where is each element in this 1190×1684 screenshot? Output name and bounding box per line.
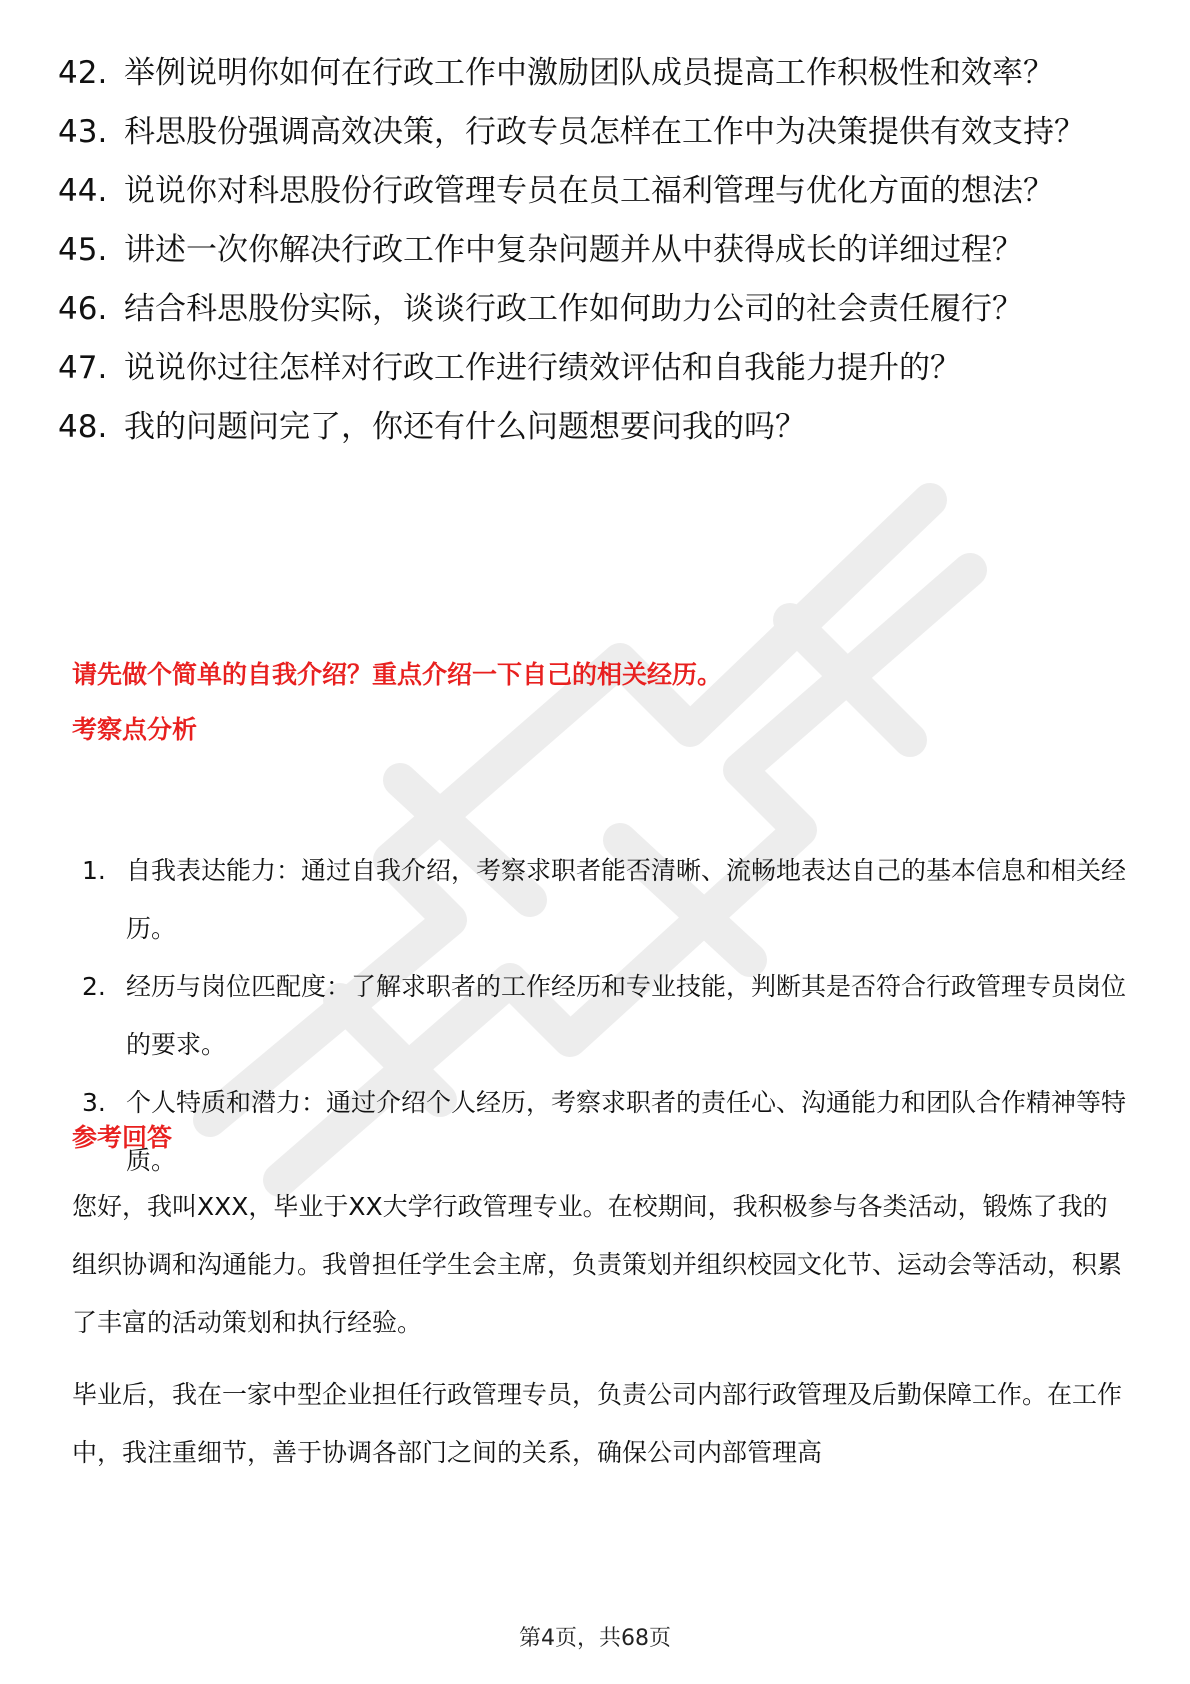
question-number: 45. — [58, 232, 108, 268]
question-text: 讲述一次你解决行政工作中复杂问题并从中获得成长的详细过程？ — [124, 232, 1023, 268]
analysis-point-number: 2. — [82, 972, 106, 1001]
analysis-point — [82, 1074, 1132, 1190]
analysis-point-text: 自我表达能力：通过自我介绍，考察求职者能否清晰、流畅地表达自己的基本信息和相关经历。 — [126, 856, 1127, 943]
page-footer: 第4页，共68页 — [519, 1626, 671, 1651]
question-item — [58, 288, 1118, 331]
question-item — [58, 347, 1118, 390]
question-number: 44. — [58, 173, 108, 209]
analysis-point — [82, 842, 1132, 958]
analysis-point-text: 个人特质和潜力：通过介绍个人经历，考察求职者的责任心、沟通能力和团队合作精神等特质。 — [126, 1088, 1127, 1175]
question-item — [58, 229, 1118, 272]
answer-heading: 参考回答 — [72, 1123, 173, 1152]
question-text: 说说你对科思股份行政管理专员在员工福利管理与优化方面的想法？ — [124, 173, 1054, 209]
question-text: 我的问题问完了，你还有什么问题想要问我的吗？ — [124, 409, 806, 445]
question-number: 48. — [58, 409, 108, 445]
analysis-point-number: 1. — [82, 856, 106, 885]
question-item — [58, 111, 1118, 154]
question-item — [58, 170, 1118, 213]
question-text: 举例说明你如何在行政工作中激励团队成员提高工作积极性和效率？ — [124, 55, 1054, 91]
analysis-point-text: 经历与岗位匹配度：了解求职者的工作经历和专业技能，判断其是否符合行政管理专员岗位的要求。 — [126, 972, 1127, 1059]
answer-paragraph: 毕业后，我在一家中型企业担任行政管理专员，负责公司内部行政管理及后勤保障工作。在工作中，我注重细节，善于协调各部门之间的关系，确保公司内部管理高 — [72, 1380, 1123, 1467]
answer-paragraph: 您好，我叫XXX，毕业于XX大学行政管理专业。在校期间，我积极参与各类活动，锻炼了我的组织协调和沟通能力。我曾担任学生会主席，负责策划并组织校园文化节、运动会等活动，积累了丰富的活动策划和执行经验。 — [72, 1192, 1123, 1337]
question-text: 结合科思股份实际，谈谈行政工作如何助力公司的社会责任履行？ — [124, 291, 1023, 327]
question-number: 42. — [58, 55, 108, 91]
analysis-heading: 考察点分析 — [72, 715, 198, 744]
question-text: 说说你过往怎样对行政工作进行绩效评估和自我能力提升的？ — [124, 350, 961, 386]
analysis-point-number: 3. — [82, 1088, 106, 1117]
question-number: 47. — [58, 350, 108, 386]
question-list — [58, 52, 1118, 465]
question-item — [58, 52, 1118, 95]
question-item — [58, 406, 1118, 449]
question-heading: 请先做个简单的自我介绍？重点介绍一下自己的相关经历。 — [72, 660, 723, 689]
question-number: 46. — [58, 291, 108, 327]
question-number: 43. — [58, 114, 108, 150]
analysis-point — [82, 958, 1132, 1074]
analysis-point-list — [82, 842, 1132, 1190]
question-text: 科思股份强调高效决策，行政专员怎样在工作中为决策提供有效支持？ — [124, 114, 1085, 150]
